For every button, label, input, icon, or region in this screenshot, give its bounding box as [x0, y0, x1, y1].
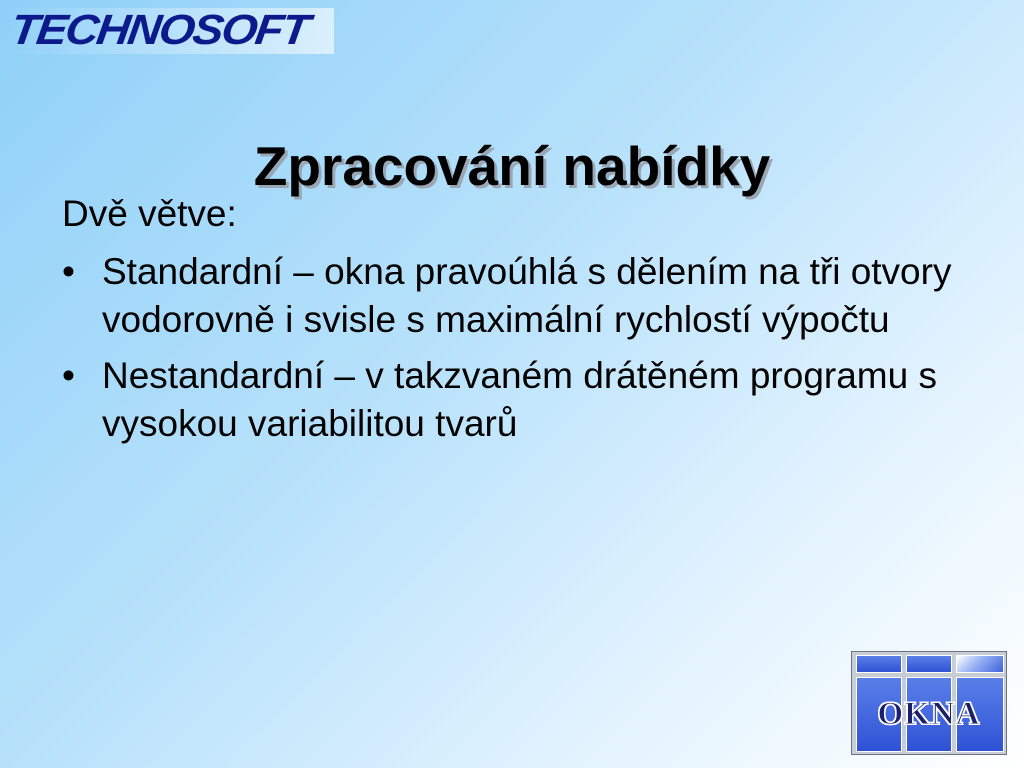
okna-window-logo: [851, 651, 1007, 755]
bullet-list: [62, 248, 982, 448]
slide-title: Zpracování nabídky: [253, 134, 771, 197]
bullet-text-nonstandard: Nestandardní – v takzvaném drátěném programu s vysokou variabilitou tvarů: [102, 355, 937, 444]
window-pane: [906, 655, 952, 673]
technosoft-logo: [7, 5, 334, 54]
bullet-dot-icon: •: [62, 251, 75, 292]
slide-content: [62, 190, 982, 456]
window-pane: [956, 655, 1004, 673]
technosoft-logo-text: TECHNOSOFT: [7, 5, 312, 54]
window-pane: [856, 655, 902, 673]
bullet-item-nonstandard: [62, 352, 982, 448]
bullet-text-standard: Standardní – okna pravoúhlá s dělením na tři otvory vodorovně i svisle s maximální rychlostí výpočtu: [102, 251, 952, 340]
okna-logo-text: OKNA: [877, 696, 981, 732]
intro-text: Dvě větve:: [62, 193, 237, 234]
bullet-item-standard: [62, 248, 982, 344]
bullet-dot-icon: •: [62, 355, 75, 396]
